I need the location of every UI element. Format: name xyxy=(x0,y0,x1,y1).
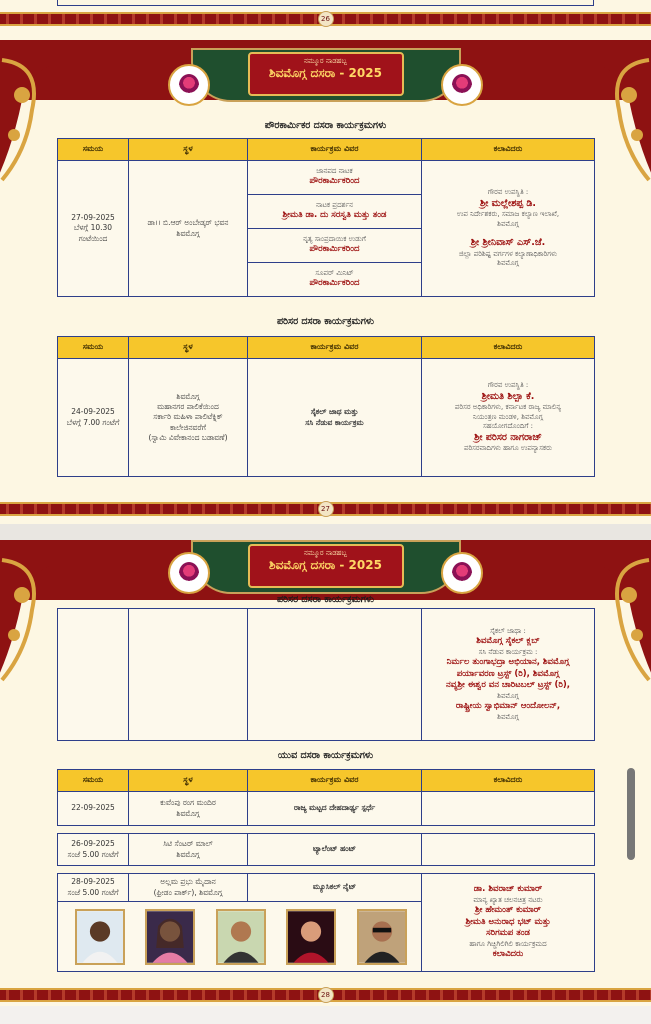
event-program: ಟ್ಯಾಲೆಂಟ್ ಹಂಟ್ xyxy=(248,834,422,866)
header-title: ಶಿವಮೊಗ್ಗ ದಸರಾ - 2025 xyxy=(269,66,382,80)
header-subtitle: ನಮ್ಮೂರ ನಾಡಹಬ್ಬ xyxy=(303,549,348,557)
dasara-logo-right xyxy=(441,552,483,594)
col-time: ಸಮಯ xyxy=(58,337,129,359)
header-banner xyxy=(248,52,404,96)
page-gap xyxy=(0,524,651,540)
event-time: 28-09-2025 ಸಂಜೆ 5.00 ಗಂಟೆಗೆ xyxy=(58,874,129,902)
artists-cell: ಸೈಕಲ್ ಜಾಥಾ : ಶಿವಮೊಗ್ಗ ಸೈಕಲ್ ಕ್ಲಬ್ ಸಸಿ ನೆಡುವ ಕಾರ್ಯಕ್ರಮ : ನಿರ್ಮಲ ತುಂಗಾಭದ್ರಾ ಅಭಿಯಾನ, ಶಿವಮೊಗ್ಗ ಪರ್ಯಾವರಣ ಟ್ರಸ್ಟ್ (ರಿ), ಶಿವಮೊಗ್ಗ ನವ್ಯಶ್ರೀ ಈಶ್ವರ ವನ ಚಾರಿಟಬಲ್ ಟ್ರಸ್ಟ್ (ರಿ), ಶಿವಮೊಗ್ಗ ರಾಷ್ಟ್ರೀಯ ಸ್ವಾಭಿಮಾನ್ ಆಂದೋಲನ್, ಶಿವಮೊಗ್ಗ xyxy=(422,609,595,741)
schedule-table-2 xyxy=(57,336,595,477)
program-item: ಜಾನಪದ ನಾಟಕ ಪೌರಕಾರ್ಮಿಕರಿಂದ xyxy=(248,161,421,195)
col-program: ಕಾರ್ಯಕ್ರಮ ವಿವರ xyxy=(248,139,422,161)
event-place: ಕುವೆಂಪು ರಂಗ ಮಂದಿರ ಶಿವಮೊಗ್ಗ xyxy=(129,792,248,826)
header-subtitle: ನಮ್ಮೂರ ನಾಡಹಬ್ಬ xyxy=(303,57,348,65)
col-artists: ಕಲಾವಿದರು xyxy=(422,139,595,161)
empty-cell xyxy=(248,609,422,741)
page-28 xyxy=(0,540,651,1024)
page-26-tail xyxy=(0,0,651,40)
empty-cell xyxy=(422,792,595,826)
section-title: ಯುವ ದಸರಾ ಕಾರ್ಯಕ್ರಮಗಳು xyxy=(277,750,374,761)
page-number: 28 xyxy=(318,987,334,1003)
col-artists: ಕಲಾವಿದರು xyxy=(422,770,595,792)
program-item: ನಾಟಕ ಪ್ರದರ್ಶನ ಶ್ರೀಮತಿ ಡಾ. ದು ಸರಸ್ವತಿ ಮತ್ತು ತಂಡ xyxy=(248,195,421,229)
page-27 xyxy=(0,40,651,524)
col-program: ಕಾರ್ಯಕ್ರಮ ವಿವರ xyxy=(248,770,422,792)
section-title: ಪರಿಸರ ದಸರಾ ಕಾರ್ಯಕ್ರಮಗಳು xyxy=(276,594,375,605)
schedule-table-1 xyxy=(57,138,595,297)
page-number: 27 xyxy=(318,501,334,517)
event-time: 27-09-2025 ಬೆಳಗ್ಗೆ 10.30 ಗಂಟೆಯಿಂದ xyxy=(58,161,129,297)
program-list xyxy=(248,161,422,297)
dasara-logo-left xyxy=(168,552,210,594)
avatar xyxy=(357,909,407,965)
program-item: ಸೂಪರ್ ಮಿನಿಟ್ ಪೌರಕಾರ್ಮಿಕರಿಂದ xyxy=(309,269,360,289)
col-place: ಸ್ಥಳ xyxy=(129,139,248,161)
page-number: 26 xyxy=(318,11,334,27)
col-artists: ಕಲಾವಿದರು xyxy=(422,337,595,359)
col-place: ಸ್ಥಳ xyxy=(129,337,248,359)
schedule-table-3 xyxy=(57,608,595,741)
section-title: ಪೌರಕಾರ್ಮಿಕರ ದಸರಾ ಕಾರ್ಯಕ್ರಮಗಳು xyxy=(264,120,387,131)
program-item: ನೃತ್ಯ ಸಾಂಪ್ರದಾಯಿಕ ಉಡುಗೆ ಪೌರಕಾರ್ಮಿಕರಿಂದ xyxy=(248,229,421,263)
col-program: ಕಾರ್ಯಕ್ರಮ ವಿವರ xyxy=(248,337,422,359)
empty-cell xyxy=(58,609,129,741)
empty-cell xyxy=(422,834,595,866)
artists-cell: ಡಾ. ಶಿವರಾಜ್ ಕುಮಾರ್ ಮಾನ್ಯ ಖ್ಯಾತ ಚಲನಚಿತ್ರ ನಟರು ಶ್ರೀ ಹೇಮಂತ್ ಕುಮಾರ್ ಶ್ರೀಮತಿ ಅನುರಾಧ ಭಟ್ ಮತ್ತು ಸರಿಗಮಪ ತಂಡ ಹಾಗೂ ಗಿಚ್ಚಿಗಿಲಿಗಿಲಿ ಕಾರ್ಯಕ್ರಮದ ಕಲಾವಿದರು xyxy=(422,874,595,972)
event-time: 22-09-2025 xyxy=(58,792,129,826)
artists-cell: ಗೌರವ ಉಪಸ್ಥಿತಿ : ಶ್ರೀ ಮಲ್ಲೇಶಪ್ಪ ಡಿ. ಉಪ ನಿರ್ದೇಶಕರು, ಸಮಾಜ ಕಲ್ಯಾಣ ಇಲಾಖೆ, ಶಿವಮೊಗ್ಗ ಶ್ರೀ ಶ್ರೀನಿವಾಸ್ ಎಸ್.ಜೆ. ಜಿಲ್ಲಾ ಪರಿಶಿಷ್ಟ ವರ್ಗಗಳ ಕಲ್ಯಾಣಾಧಿಕಾರಿಗಳು ಶಿವಮೊಗ್ಗ xyxy=(422,161,595,297)
event-time: 24-09-2025 ಬೆಳಗ್ಗೆ 7.00 ಗಂಟೆಗೆ xyxy=(58,359,129,477)
header-title: ಶಿವಮೊಗ್ಗ ದಸರಾ - 2025 xyxy=(269,558,382,572)
avatar xyxy=(216,909,266,965)
event-place: ಅಲ್ಲಮ ಪ್ರಭು ಮೈದಾನ (ಫ್ರೀಡಂ ಪಾರ್ಕ್), ಶಿವಮೊಗ್ಗ xyxy=(129,874,248,902)
schedule-table-4 xyxy=(57,769,595,972)
section-title: ಪರಿಸರ ದಸರಾ ಕಾರ್ಯಕ್ರಮಗಳು xyxy=(276,316,375,327)
dasara-logo-right xyxy=(441,64,483,106)
scrollbar-thumb[interactable] xyxy=(627,768,635,860)
dasara-logo-left xyxy=(168,64,210,106)
event-time: 26-09-2025 ಸಂಜೆ 5.00 ಗಂಟೆಗೆ xyxy=(58,834,129,866)
avatar xyxy=(145,909,195,965)
page-bottom xyxy=(0,1006,651,1024)
empty-cell xyxy=(129,609,248,741)
avatar xyxy=(75,909,125,965)
artist-photos xyxy=(58,902,422,972)
col-time: ಸಮಯ xyxy=(58,770,129,792)
avatar xyxy=(286,909,336,965)
event-program: ಸೈಕಲ್ ಜಾಥ ಮತ್ತು ಸಸಿ ನೆಡುವ ಕಾರ್ಯಕ್ರಮ xyxy=(248,359,422,477)
event-place: ಶಿವಮೊಗ್ಗ ಮಹಾನಗರ ಪಾಲಿಕೆಯಿಂದ ಸರ್ಕಾರಿ ಮಹಿಳಾ ಪಾಲಿಟೆಕ್ನಿಕ್ ಕಾಲೇಜಿನವರೆಗೆ (ಸ್ವಾಮಿ ವಿವೇಕಾನಂದ ಬಡಾವಣೆ) xyxy=(129,359,248,477)
artists-cell: ಗೌರವ ಉಪಸ್ಥಿತಿ : ಶ್ರೀಮತಿ ಶಿಲ್ಪಾ ಕೆ. ಪರಿಸರ ಅಧಿಕಾರಿಗಳು, ಕರ್ನಾಟಕ ರಾಜ್ಯ ಮಾಲಿನ್ಯ ನಿಯಂತ್ರಣ ಮಂಡಳಿ, ಶಿವಮೊಗ್ಗ ಸಹಯೋಗದೊಂದಿಗೆ : ಶ್ರೀ ಪರಿಸರ ನಾಗರಾಜ್ ಪರಿಸರವಾದಿಗಳು ಹಾಗೂ ಉಪನ್ಯಾಸಕರು xyxy=(422,359,595,477)
col-time: ಸಮಯ xyxy=(58,139,129,161)
event-place: ಡಾ।। ಬಿ.ಆರ್ ಅಂಬೇಡ್ಕರ್ ಭವನ ಶಿವಮೊಗ್ಗ xyxy=(129,161,248,297)
header-banner xyxy=(248,544,404,588)
event-program: ರಾಜ್ಯ ಮಟ್ಟದ ದೇಹದಾರ್ಢ್ಯ ಸ್ಪರ್ಧೆ xyxy=(248,792,422,826)
event-place: ಸಿಟಿ ಸೆಂಟರ್ ಮಾಲ್ ಶಿವಮೊಗ್ಗ xyxy=(129,834,248,866)
col-place: ಸ್ಥಳ xyxy=(129,770,248,792)
event-program: ಮ್ಯೂಸಿಕಲ್ ನೈಟ್ xyxy=(248,874,422,902)
